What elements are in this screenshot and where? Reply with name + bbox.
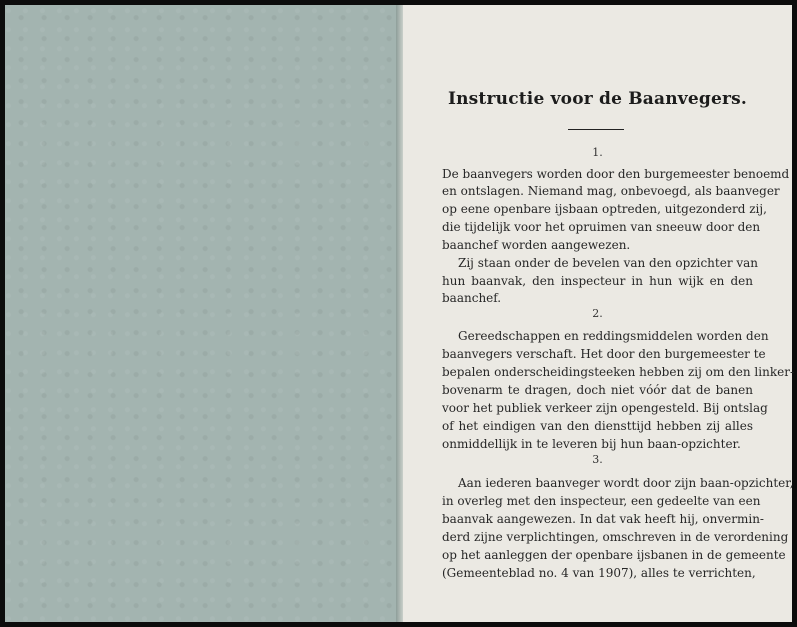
text-line: Gereedschappen en reddingsmiddelen worden den (458, 329, 769, 343)
text-line: baanvak aangewezen. In dat vak heeft hij, onvermin- (442, 512, 764, 526)
text-line: baanvegers verschaft. Het door den burgemeester te (442, 347, 766, 361)
section-number-3: 3. (592, 453, 603, 466)
text-line: op eene openbare ijsbaan optreden, uitgezonderd zij, (442, 202, 767, 216)
text-line: en ontslagen. Niemand mag, onbevoegd, als baanveger (442, 184, 780, 198)
text-line: (Gemeenteblad no. 4 van 1907), alles te verrichten, (442, 566, 756, 580)
page-title: Instructie voor de Baanvegers. (447, 89, 748, 109)
text-line: baanchef. (442, 291, 502, 305)
booklet-spine (396, 5, 403, 622)
section-number-2: 2. (592, 307, 603, 320)
booklet-cover (5, 5, 402, 622)
text-line: of het eindigen van den diensttijd hebben zij alles (442, 419, 753, 433)
text-line: hun baanvak, den inspecteur in hun wijk en den (442, 274, 753, 288)
text-line: in overleg met den inspecteur, een gedeelte van een (442, 494, 761, 508)
text-line: voor het publiek verkeer zijn opengesteld. Bij ontslag (442, 401, 768, 415)
text-line: onmiddellijk in te leveren bij hun baan-opzichter. (442, 437, 741, 451)
text-line: derd zijne verplichtingen, omschreven in de verordening (442, 530, 789, 544)
text-line: Zij staan onder de bevelen van den opzichter van (458, 256, 759, 270)
text-page (403, 5, 792, 622)
text-line: baanchef worden aangewezen. (442, 238, 631, 252)
text-line: op het aanleggen der openbare ijsbanen in de gemeente (442, 548, 786, 562)
text-line: bepalen onderscheidingsteeken hebben zij om den linker- (442, 365, 794, 379)
text-line: die tijdelijk voor het opruimen van sneeuw door den (442, 220, 761, 234)
text-line: Aan iederen baanveger wordt door zijn baan-opzichter, (458, 476, 794, 490)
text-line: De baanvegers worden door den burgemeester benoemd (442, 167, 790, 181)
title-rule (568, 129, 624, 130)
text-line: bovenarm te dragen, doch niet vóór dat de banen (442, 383, 753, 397)
section-number-1: 1. (592, 146, 603, 159)
